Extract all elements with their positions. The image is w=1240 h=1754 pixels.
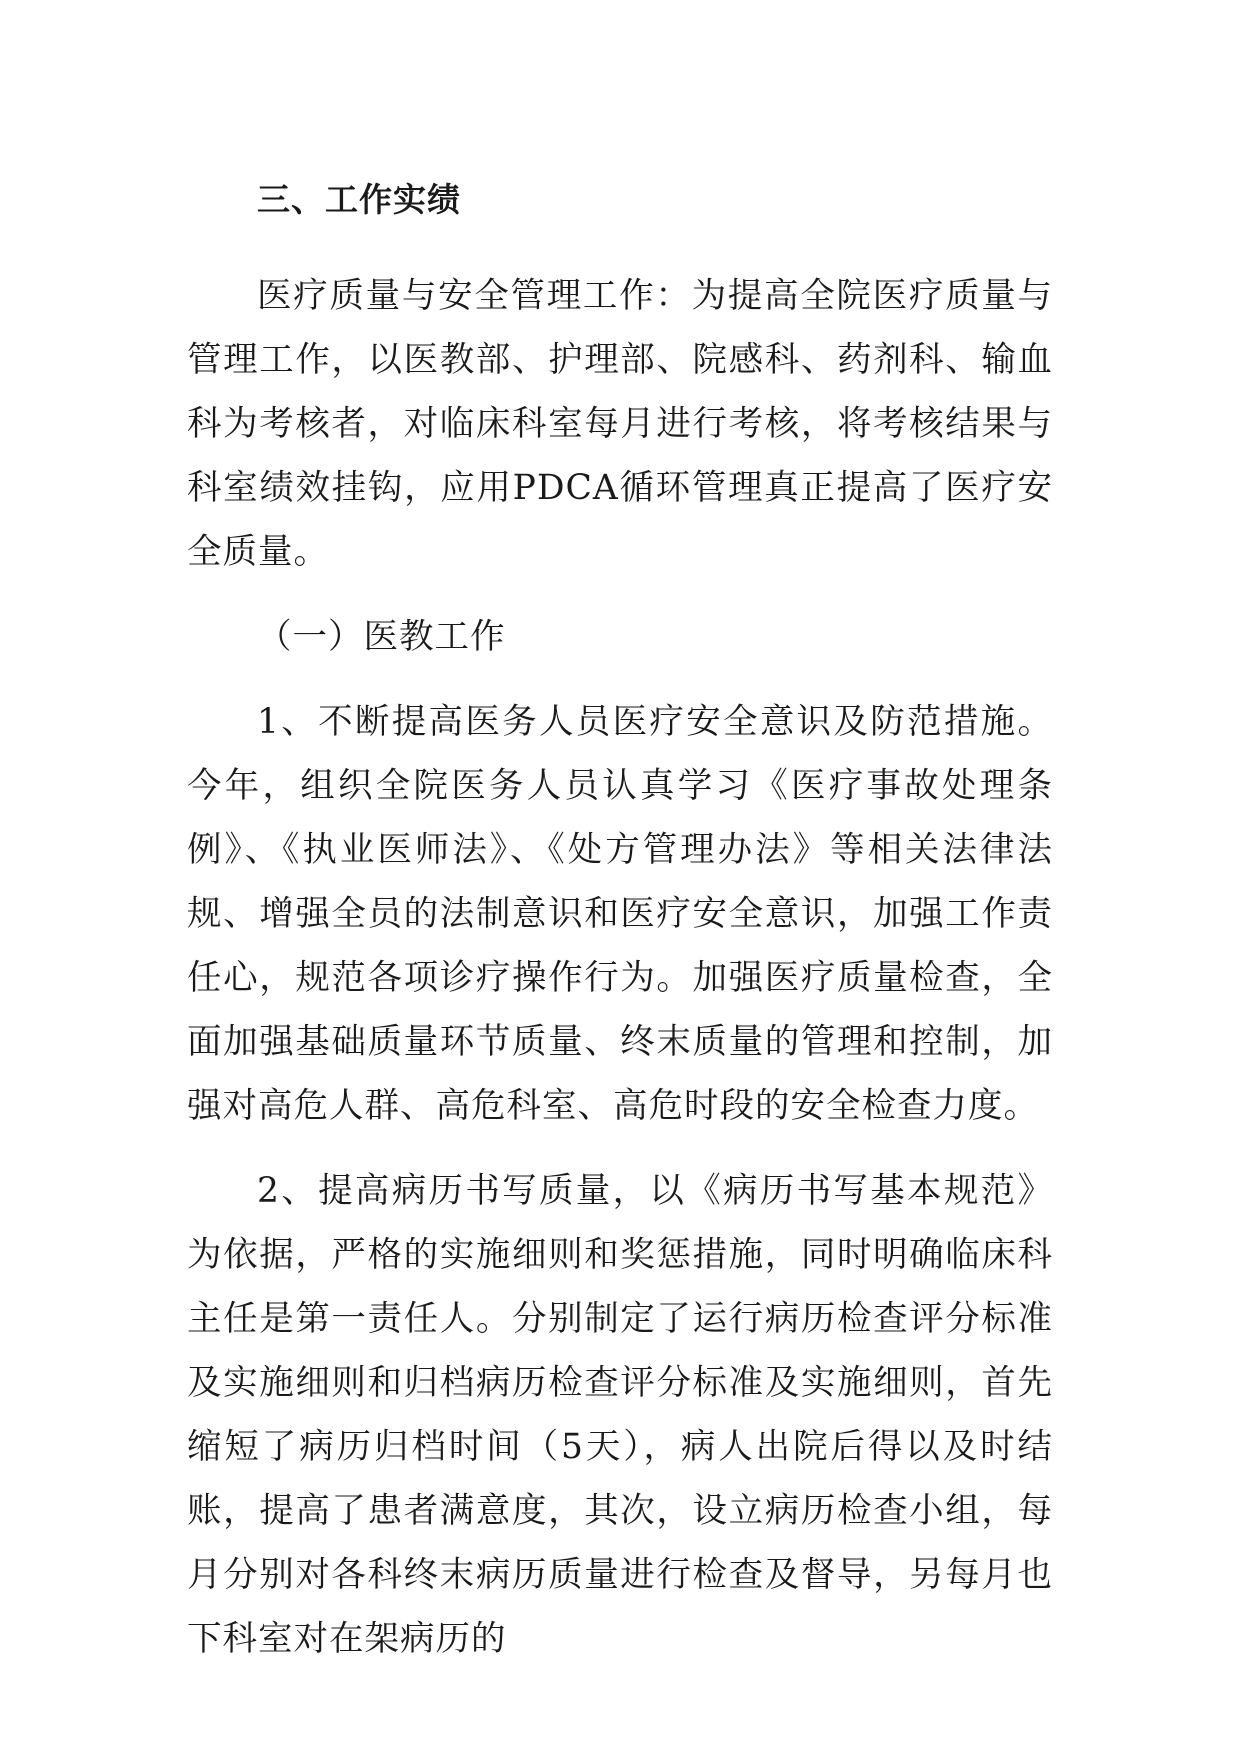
- document-page: [187, 160, 1053, 1692]
- section-heading: 三、工作实绩: [257, 180, 461, 219]
- intro-paragraph: 医疗质量与安全管理工作：为提高全院医疗质量与管理工作，以医教部、护理部、院感科、药剂科、输血科为考核者，对临床科室每月进行考核，将考核结果与科室绩效挂钩，应用PDCA循环管理真正提高了医疗安全质量。: [187, 276, 1053, 572]
- paragraph-item-2: 2、提高病历书写质量，以《病历书写基本规范》为依据，严格的实施细则和奖惩措施，同时明确临床科主任是第一责任人。分别制定了运行病历检查评分标准及实施细则和归档病历检查评分标准及实施细则，首先缩短了病历归档时间（5天），病人出院后得以及时结账，提高了患者满意度，其次，设立病历检查小组，每月分别对各科终末病历质量进行检查及督导，另每月也下科室对在架病历的: [187, 1171, 1053, 1659]
- subsection-heading: （一）医教工作: [257, 617, 506, 657]
- paragraph-item-1: 1、不断提高医务人员医疗安全意识及防范措施。今年，组织全院医务人员认真学习《医疗事故处理条例》、《执业医师法》、《处方管理办法》等相关法律法规、增强全员的法制意识和医疗安全意识，加强工作责任心，规范各项诊疗操作行为。加强医疗质量检查，全面加强基础质量环节质量、终末质量的管理和控制，加强对高危人群、高危科室、高危时段的安全检查力度。: [187, 702, 1053, 1126]
